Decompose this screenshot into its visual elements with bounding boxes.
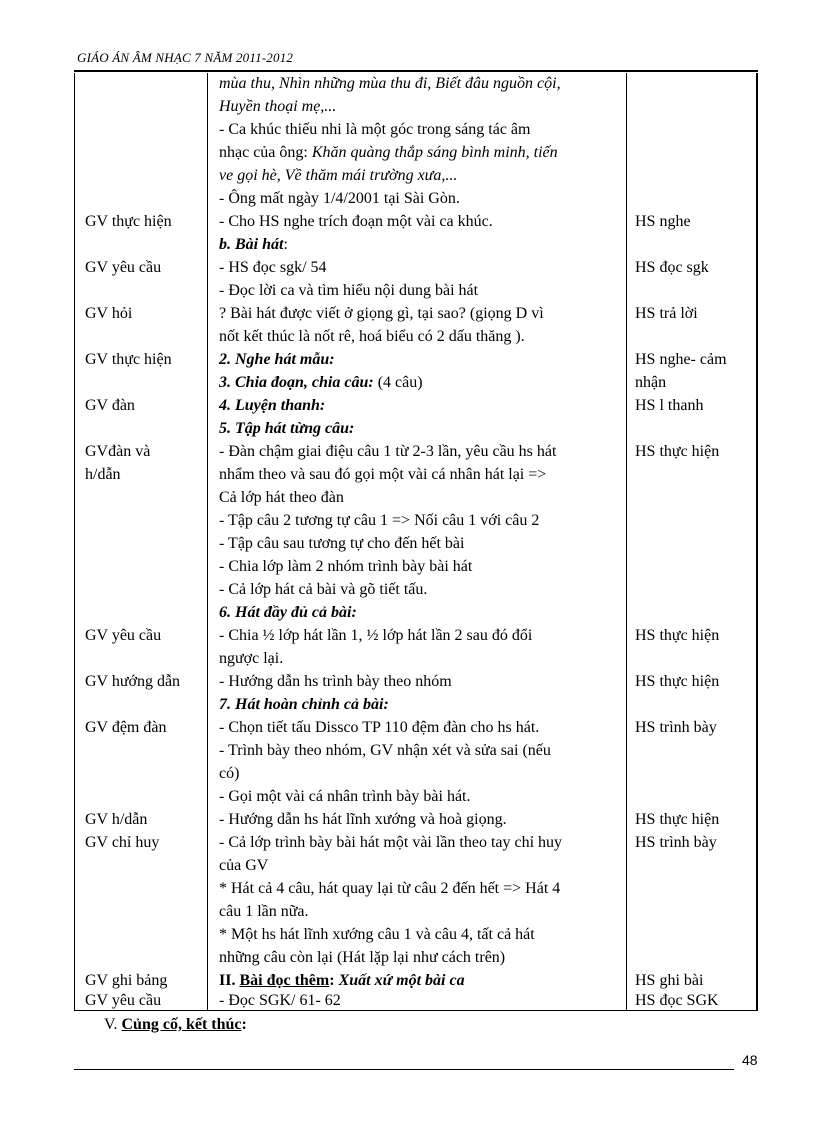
content-line: - Cho HS nghe trích đoạn một vài ca khúc. — [219, 213, 493, 230]
content-line: - Hướng dẫn hs trình bày theo nhóm — [219, 673, 452, 690]
student-activity: HS đọc sgk — [635, 259, 709, 276]
teacher-activity: GVđàn và — [85, 443, 151, 460]
content-line: ve gọi hè, Về thăm mái trường xưa,... — [219, 167, 458, 184]
content-line: của GV — [219, 857, 269, 874]
footer-rule — [74, 1069, 734, 1070]
student-activity: nhận — [635, 374, 667, 391]
subsection-heading: b. Bài hát: — [219, 236, 288, 253]
lesson-table — [74, 73, 758, 1011]
content-line: nốt kết thúc là nốt rê, hoá biểu có 2 dấu thăng ). — [219, 328, 525, 345]
content-line: - Chọn tiết tấu Dissco TP 110 đệm đàn cho hs hát. — [219, 719, 540, 736]
content-line: - Đọc SGK/ 61- 62 — [219, 992, 341, 1009]
section-heading: II. Bài đọc thêm: Xuất xứ một bài ca — [219, 972, 465, 989]
teacher-activity: GV yêu cầu — [85, 627, 162, 644]
content-line: - HS đọc sgk/ 54 — [219, 259, 327, 276]
content-line: - Cả lớp trình bày bài hát một vài lần theo tay chỉ huy — [219, 834, 563, 851]
student-activity: HS nghe — [635, 213, 691, 230]
subsection-heading: 4. Luyện thanh: — [219, 397, 326, 414]
student-activity: HS trình bày — [635, 719, 717, 736]
teacher-activity: GV hướng dẫn — [85, 673, 181, 690]
subsection-heading: 2. Nghe hát mẫu: — [219, 351, 335, 368]
content-line: - Cả lớp hát cả bài và gõ tiết tấu. — [219, 581, 428, 598]
teacher-activity: GV thực hiện — [85, 213, 172, 230]
subsection-heading: 5. Tập hát từng câu: — [219, 420, 355, 437]
student-activity: HS thực hiện — [635, 673, 720, 690]
content-line: - Ca khúc thiếu nhi là một góc trong sáng tác âm — [219, 121, 531, 138]
teacher-activity: GV h/dẫn — [85, 811, 148, 828]
content-line: - Chia ½ lớp hát lần 1, ½ lớp hát lần 2 sau đó đổi — [219, 627, 533, 644]
teacher-activity: GV ghi bảng — [85, 972, 168, 989]
student-activity: HS nghe- cảm — [635, 351, 727, 368]
teacher-activity: GV yêu cầu — [85, 259, 162, 276]
content-line: nhẩm theo và sau đó gọi một vài cá nhân hát lại => — [219, 466, 547, 483]
teacher-activity: GV yêu cầu — [85, 992, 162, 1009]
content-line: Huyền thoại mẹ,... — [219, 98, 337, 115]
content-line: câu 1 lần nữa. — [219, 903, 309, 920]
content-line: có) — [219, 765, 240, 782]
content-line: - Đọc lời ca và tìm hiểu nội dung bài hát — [219, 282, 479, 299]
content-line: - Trình bày theo nhóm, GV nhận xét và sửa sai (nếu — [219, 742, 551, 759]
column-divider-1 — [207, 73, 208, 1010]
content-line: * Một hs hát lĩnh xướng câu 1 và câu 4, tất cả hát — [219, 926, 535, 943]
student-activity: HS trình bày — [635, 834, 717, 851]
content-line: ngược lại. — [219, 650, 284, 667]
student-activity: HS trả lời — [635, 305, 698, 322]
content-line: * Hát cả 4 câu, hát quay lại từ câu 2 đến hết => Hát 4 — [219, 880, 561, 897]
content-line: những câu còn lại (Hát lặp lại như cách trên) — [219, 949, 506, 966]
teacher-activity: GV đệm đàn — [85, 719, 167, 736]
student-activity: HS thực hiện — [635, 627, 720, 644]
content-line: - Đàn chậm giai điệu câu 1 từ 2-3 lần, yêu cầu hs hát — [219, 443, 557, 460]
content-line: - Gọi một vài cá nhân trình bày bài hát. — [219, 788, 471, 805]
document-header: GIÁO ÁN ÂM NHẠC 7 NĂM 2011-2012 — [77, 50, 294, 65]
content-line: mùa thu, Nhìn những mùa thu đi, Biết đâu nguồn cội, — [219, 75, 561, 92]
content-line: nhạc của ông: Khăn quàng thắp sáng bình minh, tiến — [219, 144, 558, 161]
student-activity: HS ghi bài — [635, 972, 704, 989]
column-divider-2 — [626, 73, 627, 1010]
subsection-heading: 6. Hát đầy đủ cả bài: — [219, 604, 357, 621]
content-line: - Tập câu sau tương tự cho đến hết bài — [219, 535, 465, 552]
page-number: 48 — [742, 1052, 758, 1068]
header-rule — [74, 70, 758, 72]
student-activity: HS thực hiện — [635, 811, 720, 828]
content-line: - Ông mất ngày 1/4/2001 tại Sài Gòn. — [219, 190, 460, 207]
subsection-heading: 3. Chia đoạn, chia câu: (4 câu) — [219, 374, 423, 391]
teacher-activity: h/dẫn — [85, 466, 121, 483]
teacher-activity: GV đàn — [85, 397, 135, 414]
content-line: - Chia lớp làm 2 nhóm trình bày bài hát — [219, 558, 473, 575]
teacher-activity: GV chỉ huy — [85, 834, 160, 851]
section-title: V. Củng cố, kết thúc: — [104, 1016, 247, 1033]
student-activity: HS thực hiện — [635, 443, 720, 460]
content-line: ? Bài hát được viết ở giọng gì, tại sao? (giọng D vì — [219, 305, 544, 322]
content-line: - Tập câu 2 tương tự câu 1 => Nối câu 1 với câu 2 — [219, 512, 540, 529]
student-activity: HS đọc SGK — [635, 992, 719, 1009]
content-line: - Hướng dẫn hs hát lĩnh xướng và hoà giọng. — [219, 811, 507, 828]
teacher-activity: GV thực hiện — [85, 351, 172, 368]
content-line: Cả lớp hát theo đàn — [219, 489, 344, 506]
teacher-activity: GV hỏi — [85, 305, 133, 322]
student-activity: HS l thanh — [635, 397, 704, 414]
subsection-heading: 7. Hát hoàn chỉnh cả bài: — [219, 696, 389, 713]
